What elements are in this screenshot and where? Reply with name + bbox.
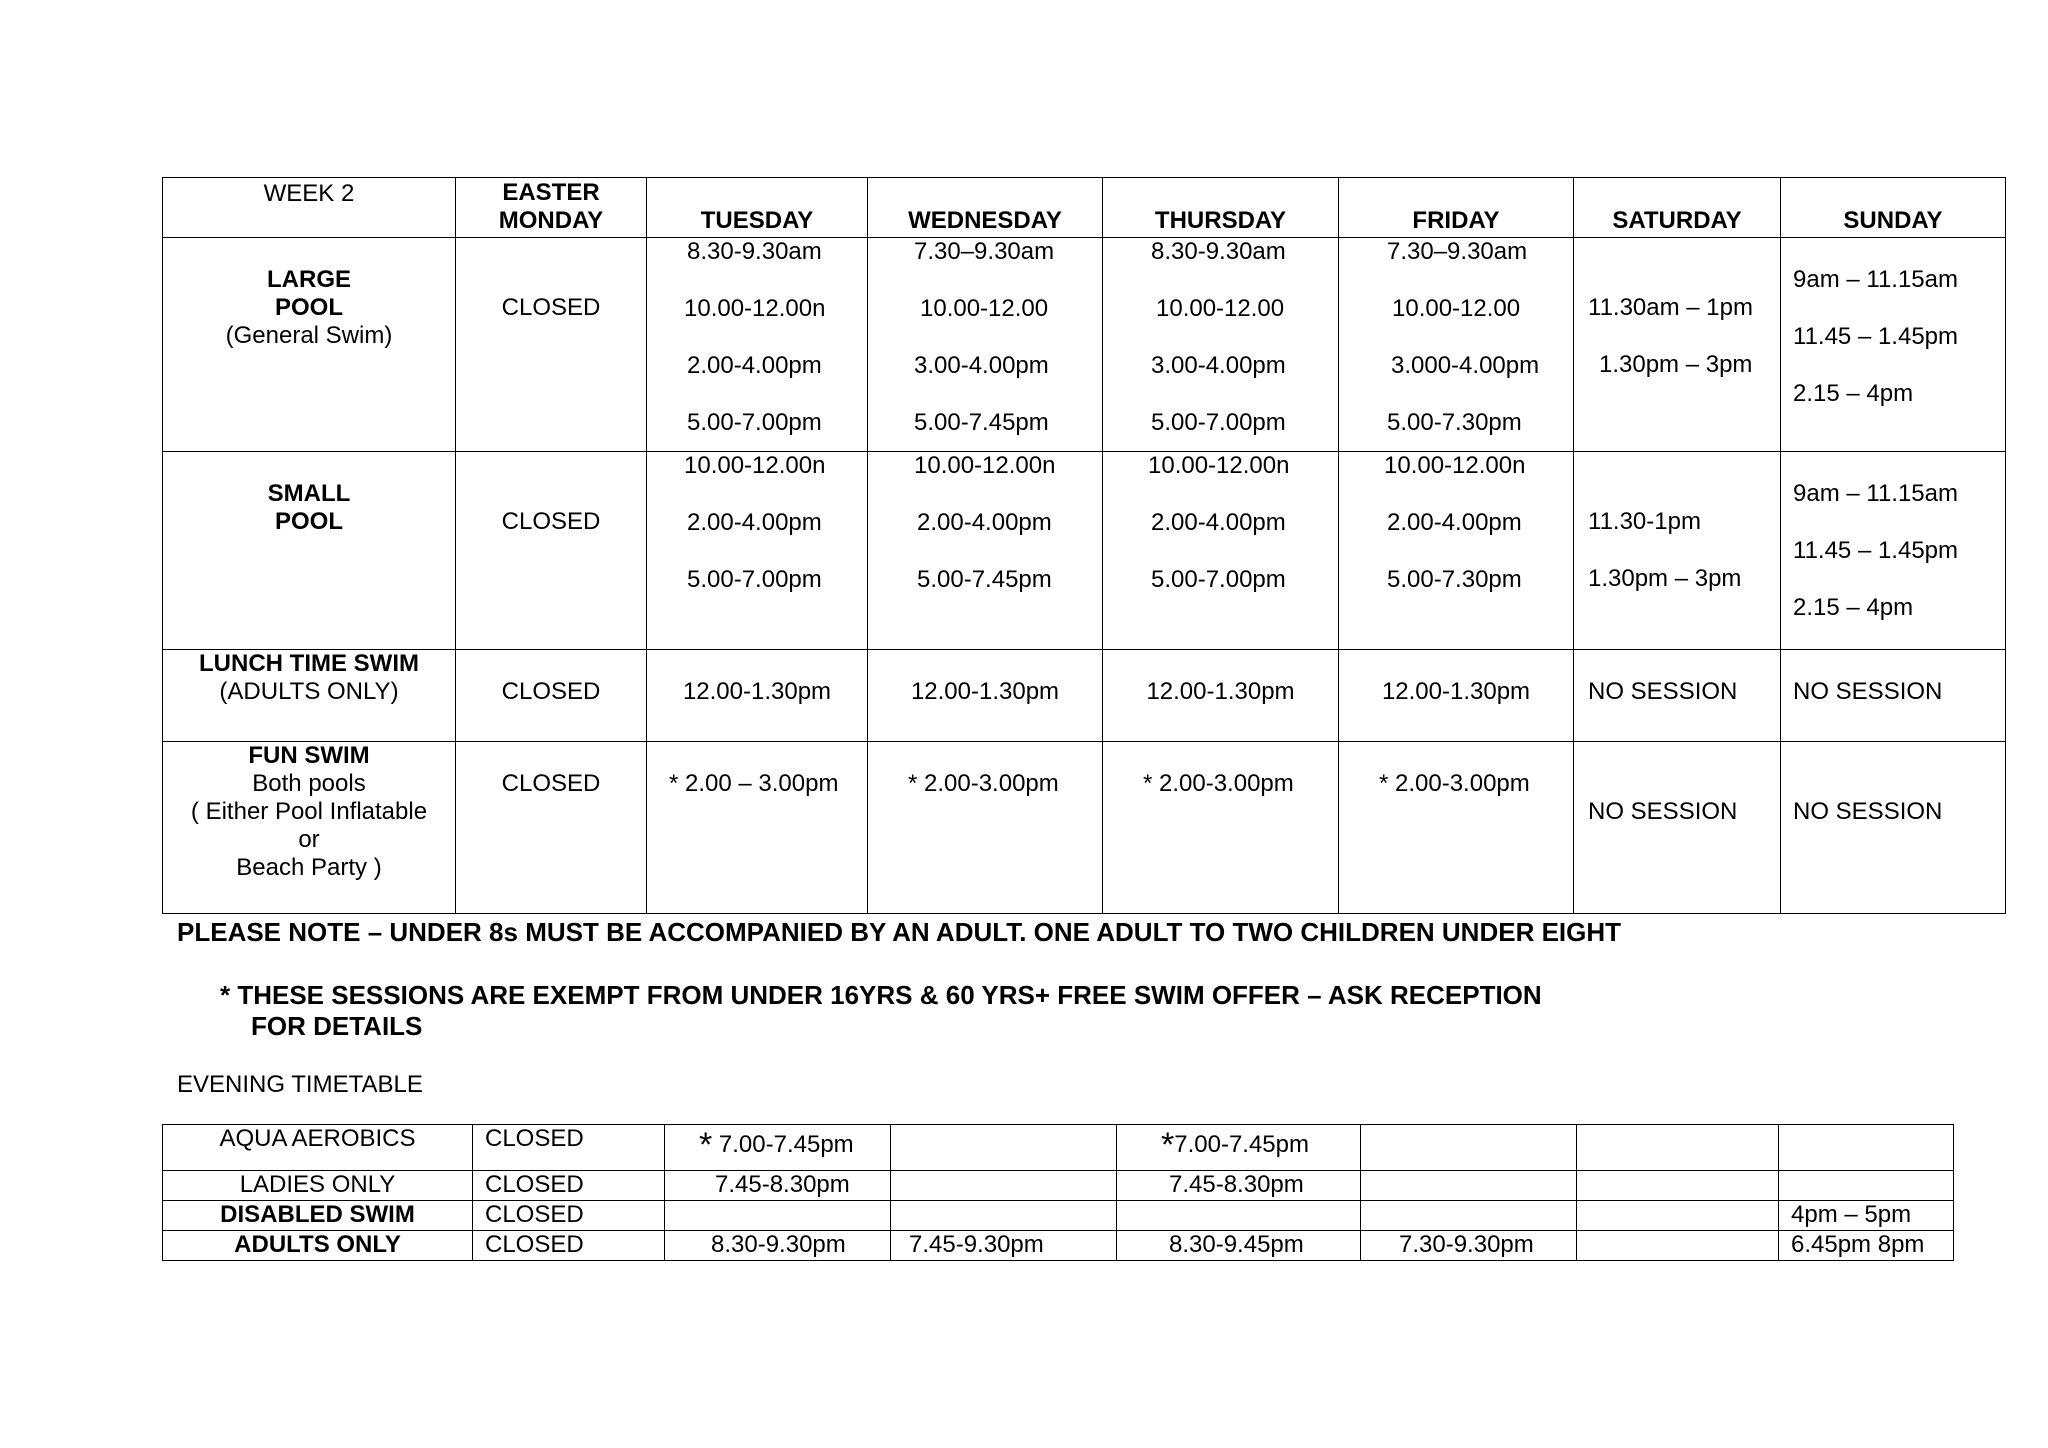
fun-swim-row	[163, 742, 2006, 914]
header-tuesday: TUESDAY	[647, 178, 868, 238]
aqua-saturday	[1577, 1125, 1779, 1171]
small-pool-thursday: 10.00-12.00n 2.00-4.00pm 5.00-7.00pm	[1103, 452, 1339, 650]
fun-swim-thursday: * 2.00-3.00pm	[1103, 742, 1339, 914]
small-pool-wednesday: 10.00-12.00n 2.00-4.00pm 5.00-7.45pm	[868, 452, 1103, 650]
large-pool-label: LARGE POOL (General Swim)	[163, 238, 456, 452]
adults-sunday: 6.45pm 8pm	[1779, 1231, 1954, 1261]
asterisk-mark: *	[1161, 1126, 1175, 1164]
lunch-row	[163, 650, 2006, 742]
adults-friday: 7.30-9.30pm	[1361, 1231, 1577, 1261]
aqua-thursday: *7.00-7.45pm	[1117, 1125, 1361, 1171]
small-pool-saturday: 11.30-1pm 1.30pm – 3pm	[1574, 452, 1781, 650]
aqua-sunday	[1779, 1125, 1954, 1171]
fun-swim-tuesday: * 2.00 – 3.00pm	[647, 742, 868, 914]
adults-monday: CLOSED	[473, 1231, 665, 1261]
week-timetable	[162, 177, 2006, 914]
ladies-label: LADIES ONLY	[163, 1171, 473, 1201]
evening-row-aqua	[163, 1125, 1954, 1171]
large-pool-thursday: 8.30-9.30am 10.00-12.00 3.00-4.00pm 5.00-7.00pm	[1103, 238, 1339, 452]
lunch-label: LUNCH TIME SWIM (ADULTS ONLY)	[163, 650, 456, 742]
adults-tuesday: 8.30-9.30pm	[665, 1231, 891, 1261]
lunch-sunday: NO SESSION	[1781, 650, 2006, 742]
header-row	[163, 178, 2006, 238]
evening-timetable-title: EVENING TIMETABLE	[177, 1071, 423, 1098]
large-pool-saturday: 11.30am – 1pm 1.30pm – 3pm	[1574, 238, 1781, 452]
small-pool-label: SMALL POOL	[163, 452, 456, 650]
disabled-thursday	[1117, 1201, 1361, 1231]
disabled-tuesday	[665, 1201, 891, 1231]
disabled-monday: CLOSED	[473, 1201, 665, 1231]
fun-swim-label: FUN SWIM Both pools ( Either Pool Inflatable or Beach Party )	[163, 742, 456, 914]
ladies-sunday	[1779, 1171, 1954, 1201]
large-pool-monday: CLOSED	[456, 238, 647, 452]
small-pool-friday: 10.00-12.00n 2.00-4.00pm 5.00-7.30pm	[1339, 452, 1574, 650]
adults-wednesday: 7.45-9.30pm	[891, 1231, 1117, 1261]
lunch-saturday: NO SESSION	[1574, 650, 1781, 742]
disabled-wednesday	[891, 1201, 1117, 1231]
aqua-label: AQUA AEROBICS	[163, 1125, 473, 1171]
large-pool-sunday: 9am – 11.15am 11.45 – 1.45pm 2.15 – 4pm	[1781, 238, 2006, 452]
lunch-friday: 12.00-1.30pm	[1339, 650, 1574, 742]
ladies-saturday	[1577, 1171, 1779, 1201]
lunch-thursday: 12.00-1.30pm	[1103, 650, 1339, 742]
note-exempt: * THESE SESSIONS ARE EXEMPT FROM UNDER 16YRS & 60 YRS+ FREE SWIM OFFER – ASK RECEPTION	[220, 980, 1542, 1010]
ladies-friday	[1361, 1171, 1577, 1201]
large-pool-friday: 7.30–9.30am 10.00-12.00 3.000-4.00pm 5.00-7.30pm	[1339, 238, 1574, 452]
fun-swim-wednesday: * 2.00-3.00pm	[868, 742, 1103, 914]
adults-label: ADULTS ONLY	[163, 1231, 473, 1261]
large-pool-wednesday: 7.30–9.30am 10.00-12.00 3.00-4.00pm 5.00-7.45pm	[868, 238, 1103, 452]
ladies-tuesday: 7.45-8.30pm	[665, 1171, 891, 1201]
header-friday: FRIDAY	[1339, 178, 1574, 238]
header-sunday: SUNDAY	[1781, 178, 2006, 238]
small-pool-row	[163, 452, 2006, 650]
disabled-saturday	[1577, 1201, 1779, 1231]
adults-saturday	[1577, 1231, 1779, 1261]
disabled-friday	[1361, 1201, 1577, 1231]
fun-swim-monday: CLOSED	[456, 742, 647, 914]
large-pool-tuesday: 8.30-9.30am 10.00-12.00n 2.00-4.00pm 5.00-7.00pm	[647, 238, 868, 452]
header-saturday: SATURDAY	[1574, 178, 1781, 238]
fun-swim-friday: * 2.00-3.00pm	[1339, 742, 1574, 914]
header-thursday: THURSDAY	[1103, 178, 1339, 238]
week-label: WEEK 2	[163, 178, 456, 238]
lunch-wednesday: 12.00-1.30pm	[868, 650, 1103, 742]
aqua-tuesday: * 7.00-7.45pm	[665, 1125, 891, 1171]
header-monday: EASTER MONDAY	[456, 178, 647, 238]
header-wednesday: WEDNESDAY	[868, 178, 1103, 238]
fun-swim-saturday: NO SESSION	[1574, 742, 1781, 914]
lunch-tuesday: 12.00-1.30pm	[647, 650, 868, 742]
aqua-monday: CLOSED	[473, 1125, 665, 1171]
lunch-monday: CLOSED	[456, 650, 647, 742]
evening-timetable	[162, 1124, 1954, 1261]
fun-swim-sunday: NO SESSION	[1781, 742, 2006, 914]
asterisk-mark: *	[699, 1126, 713, 1164]
disabled-label: DISABLED SWIM	[163, 1201, 473, 1231]
small-pool-sunday: 9am – 11.15am 11.45 – 1.45pm 2.15 – 4pm	[1781, 452, 2006, 650]
note-accompany: PLEASE NOTE – UNDER 8s MUST BE ACCOMPANIED BY AN ADULT. ONE ADULT TO TWO CHILDREN UNDER EIGHT	[177, 917, 1622, 947]
small-pool-tuesday: 10.00-12.00n 2.00-4.00pm 5.00-7.00pm	[647, 452, 868, 650]
large-pool-row	[163, 238, 2006, 452]
evening-row-disabled	[163, 1201, 1954, 1231]
evening-row-ladies	[163, 1171, 1954, 1201]
small-pool-monday: CLOSED	[456, 452, 647, 650]
ladies-wednesday	[891, 1171, 1117, 1201]
ladies-thursday: 7.45-8.30pm	[1117, 1171, 1361, 1201]
adults-thursday: 8.30-9.45pm	[1117, 1231, 1361, 1261]
aqua-friday	[1361, 1125, 1577, 1171]
note-exempt-details: FOR DETAILS	[251, 1011, 423, 1041]
ladies-monday: CLOSED	[473, 1171, 665, 1201]
disabled-sunday: 4pm – 5pm	[1779, 1201, 1954, 1231]
evening-row-adults	[163, 1231, 1954, 1261]
aqua-wednesday	[891, 1125, 1117, 1171]
